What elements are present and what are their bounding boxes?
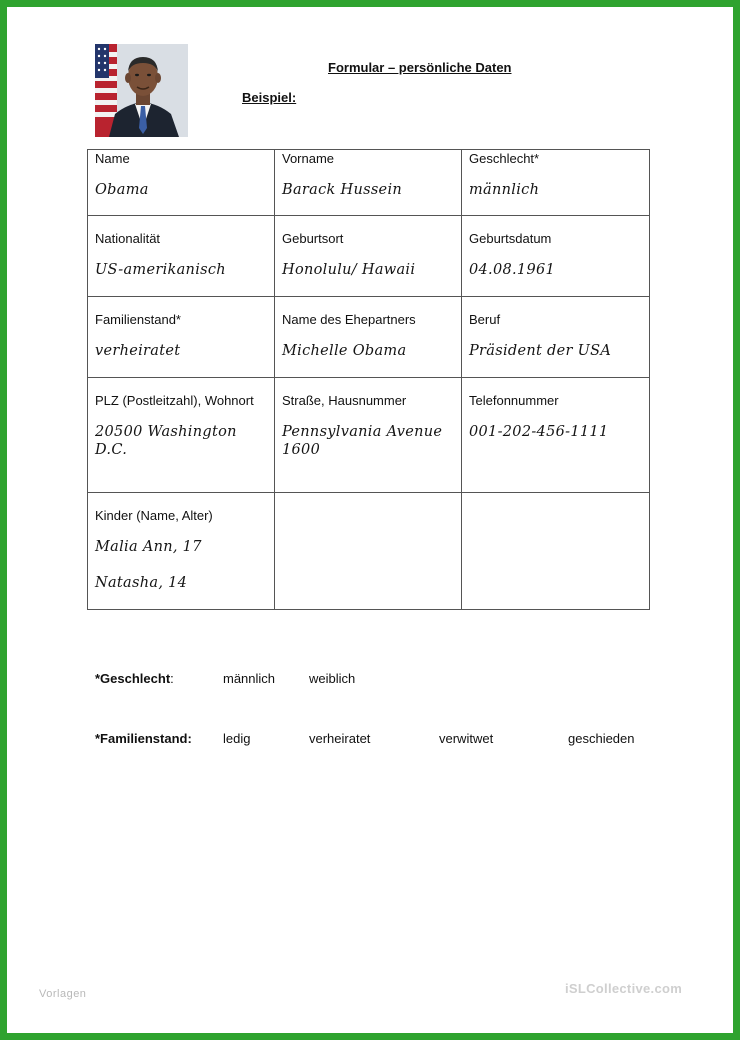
field-label: PLZ (Postleitzahl), Wohnort <box>95 393 254 408</box>
field-value: 001-202-456-1111 <box>469 424 609 440</box>
cell-birthdate <box>462 216 650 297</box>
cell-street <box>275 378 462 493</box>
marital-option: geschieden <box>568 731 635 746</box>
field-label: Geburtsdatum <box>469 231 552 246</box>
field-label: Geschlecht* <box>469 151 540 166</box>
table-row <box>88 493 650 610</box>
field-value: 20500 Washington D.C. <box>95 424 237 458</box>
cell-children <box>88 493 275 610</box>
cell-first-name <box>275 150 462 216</box>
marital-option: verheiratet <box>309 731 371 746</box>
table-row <box>88 378 650 493</box>
field-value: Natasha, 14 <box>95 575 188 591</box>
field-label: Name <box>95 151 130 166</box>
field-label: Nationalität <box>95 231 161 246</box>
field-label: Telefonnummer <box>469 393 559 408</box>
field-label: Familienstand* <box>95 312 181 327</box>
field-label: Geburtsort <box>282 231 344 246</box>
cell-birthplace <box>275 216 462 297</box>
portrait-image <box>95 44 188 137</box>
marital-legend-label: *Familienstand: <box>95 731 192 746</box>
field-label: Vorname <box>282 151 335 166</box>
cell-empty <box>462 493 650 610</box>
table-row <box>88 150 650 216</box>
field-value: US-amerikanisch <box>95 262 226 278</box>
field-value: 04.08.1961 <box>469 262 556 278</box>
field-value: Malia Ann, 17 <box>95 539 202 555</box>
field-label: Straße, Hausnummer <box>282 393 407 408</box>
gender-legend-label: *Geschlecht: <box>95 671 174 686</box>
form-title: Formular – persönliche Daten <box>328 60 512 75</box>
cell-nationality <box>88 216 275 297</box>
gender-option: weiblich <box>309 671 356 686</box>
field-value: Honolulu/ Hawaii <box>282 262 416 278</box>
cell-profession <box>462 297 650 378</box>
field-value: Obama <box>95 182 149 198</box>
footer-watermark-left: Vorlagen <box>39 988 87 1000</box>
personal-data-table <box>87 149 650 610</box>
field-value: Pennsylvania Avenue 1600 <box>282 424 443 458</box>
field-value: männlich <box>469 182 540 198</box>
field-label: Kinder (Name, Alter) <box>95 508 213 523</box>
table-row <box>88 216 650 297</box>
cell-marital-status <box>88 297 275 378</box>
example-label: Beispiel: <box>242 90 297 105</box>
field-value: Michelle Obama <box>282 343 407 359</box>
table-row <box>88 297 650 378</box>
marital-option: ledig <box>223 731 251 746</box>
footer-watermark-right: iSLCollective.com <box>565 981 683 996</box>
field-value: Präsident der USA <box>469 343 612 359</box>
cell-name <box>88 150 275 216</box>
field-value: Barack Hussein <box>282 182 403 198</box>
cell-gender <box>462 150 650 216</box>
marital-option: verwitwet <box>439 731 494 746</box>
field-label: Name des Ehepartners <box>282 312 416 327</box>
cell-phone <box>462 378 650 493</box>
cell-spouse-name <box>275 297 462 378</box>
cell-empty <box>275 493 462 610</box>
gender-option: männlich <box>223 671 276 686</box>
field-label: Beruf <box>469 312 501 327</box>
portrait-photo <box>95 44 188 137</box>
cell-postcode-city <box>88 378 275 493</box>
field-value: verheiratet <box>95 343 181 359</box>
